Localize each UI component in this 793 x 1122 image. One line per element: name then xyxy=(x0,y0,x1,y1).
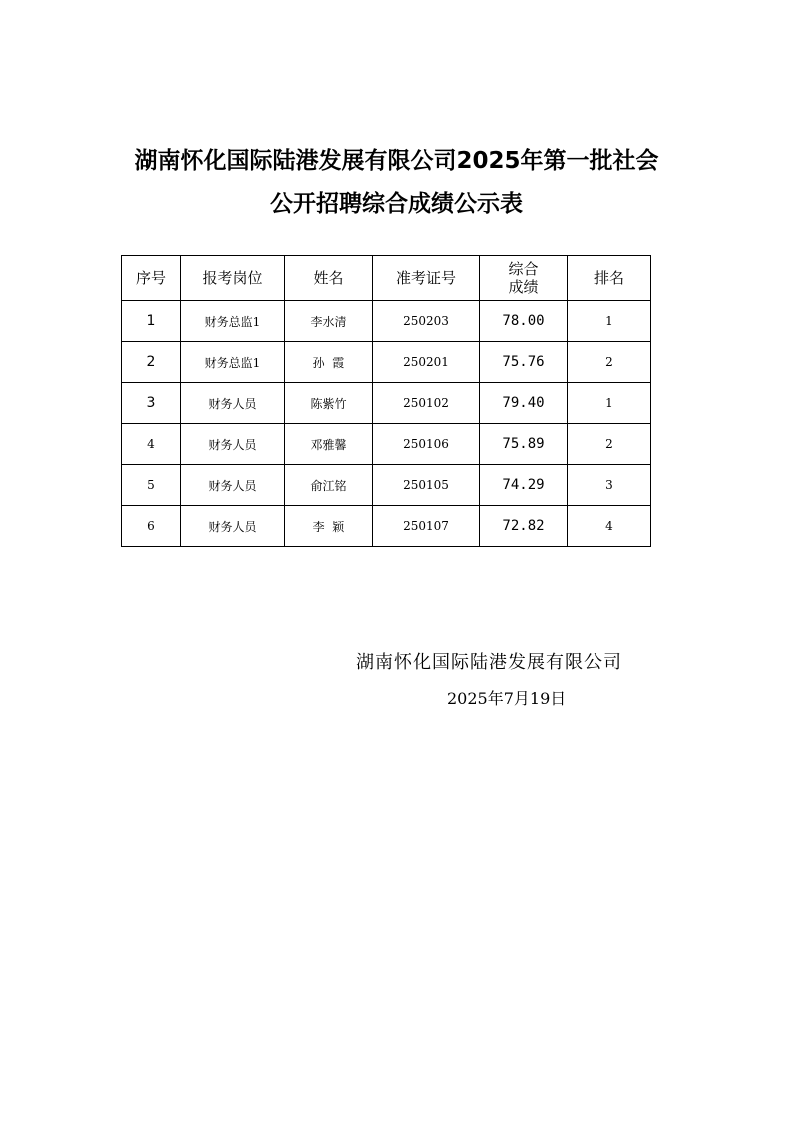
table-row xyxy=(122,424,651,465)
cell-score: 78.00 xyxy=(480,301,568,342)
header-ticket: 准考证号 xyxy=(373,256,480,301)
cell-score: 75.89 xyxy=(480,424,568,465)
cell-ticket: 250107 xyxy=(373,506,480,547)
cell-rank: 2 xyxy=(568,424,651,465)
cell-rank: 1 xyxy=(568,383,651,424)
table-row xyxy=(122,465,651,506)
cell-position: 财务人员 xyxy=(181,424,285,465)
cell-score: 75.76 xyxy=(480,342,568,383)
table-row xyxy=(122,506,651,547)
cell-score: 74.29 xyxy=(480,465,568,506)
cell-rank: 2 xyxy=(568,342,651,383)
table-row xyxy=(122,301,651,342)
cell-score: 79.40 xyxy=(480,383,568,424)
cell-ticket: 250106 xyxy=(373,424,480,465)
results-table xyxy=(121,255,651,547)
cell-position: 财务总监1 xyxy=(181,301,285,342)
header-seq: 序号 xyxy=(122,256,181,301)
table-row xyxy=(122,342,651,383)
header-score-line1: 综合 xyxy=(508,260,539,278)
table-row xyxy=(122,383,651,424)
cell-seq: 3 xyxy=(122,383,181,424)
cell-score: 72.82 xyxy=(480,506,568,547)
cell-seq: 6 xyxy=(122,506,181,547)
header-rank: 排名 xyxy=(568,256,651,301)
cell-ticket: 250201 xyxy=(373,342,480,383)
cell-ticket: 250203 xyxy=(373,301,480,342)
cell-name: 孙 霞 xyxy=(285,342,373,383)
document-title xyxy=(0,140,793,226)
table-header-row xyxy=(122,256,651,301)
header-score-line2: 成绩 xyxy=(508,278,539,296)
cell-rank: 1 xyxy=(568,301,651,342)
header-score xyxy=(480,256,568,301)
title-line-2: 公开招聘综合成绩公示表 xyxy=(270,191,523,217)
cell-seq: 1 xyxy=(122,301,181,342)
issue-date: 2025年7月19日 xyxy=(447,689,567,708)
cell-name: 李 颖 xyxy=(285,506,373,547)
cell-name: 邓雅馨 xyxy=(285,424,373,465)
cell-rank: 3 xyxy=(568,465,651,506)
cell-name: 俞江铭 xyxy=(285,465,373,506)
header-name: 姓名 xyxy=(285,256,373,301)
cell-ticket: 250102 xyxy=(373,383,480,424)
cell-seq: 4 xyxy=(122,424,181,465)
cell-name: 李水清 xyxy=(285,301,373,342)
cell-name: 陈紫竹 xyxy=(285,383,373,424)
title-line-1: 湖南怀化国际陆港发展有限公司2025年第一批社会 xyxy=(134,148,659,174)
cell-position: 财务人员 xyxy=(181,465,285,506)
cell-seq: 5 xyxy=(122,465,181,506)
issuing-organization: 湖南怀化国际陆港发展有限公司 xyxy=(356,652,622,673)
cell-seq: 2 xyxy=(122,342,181,383)
cell-position: 财务人员 xyxy=(181,506,285,547)
cell-position: 财务人员 xyxy=(181,383,285,424)
cell-ticket: 250105 xyxy=(373,465,480,506)
cell-position: 财务总监1 xyxy=(181,342,285,383)
header-position: 报考岗位 xyxy=(181,256,285,301)
cell-rank: 4 xyxy=(568,506,651,547)
